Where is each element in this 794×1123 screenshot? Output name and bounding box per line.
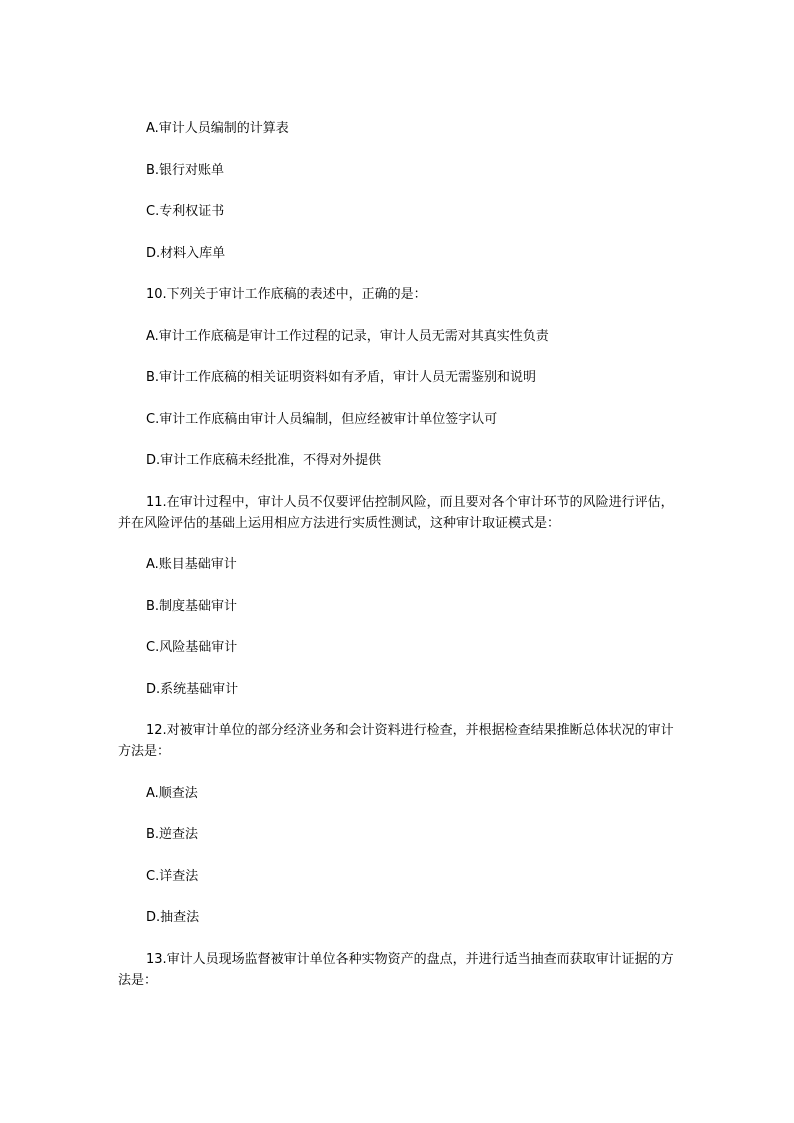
question-10: 10.下列关于审计工作底稿的表述中，正确的是： — [146, 287, 427, 302]
question-11: 11.在审计过程中，审计人员不仅要评估控制风险，而且要对各个审计环节的风险进行评估，并在风险评估的基础上运用相应方法进行实质性测试，这种审计取证模式是： — [118, 494, 674, 531]
q11-option-d: D.系统基础审计 — [146, 681, 239, 697]
document-body — [118, 118, 680, 1011]
q11-option-c: C.风险基础审计 — [146, 640, 238, 655]
q9-option-c: C.专利权证书 — [146, 204, 225, 219]
q12-option-d: D.抽查法 — [146, 910, 200, 925]
q9-option-b: B.银行对账单 — [146, 162, 225, 178]
q12-option-c: C.详查法 — [146, 868, 199, 884]
q11-option-a: A.账目基础审计 — [146, 557, 237, 572]
question-12: 12.对被审计单位的部分经济业务和会计资料进行检查，并根据检查结果推断总体状况的审计方法是： — [118, 723, 674, 759]
q11-option-b: B.制度基础审计 — [146, 598, 238, 614]
q12-option-b: B.逆查法 — [146, 827, 199, 842]
q10-option-c: C.审计工作底稿由审计人员编制，但应经被审计单位签字认可 — [146, 411, 498, 427]
question-13: 13.审计人员现场监督被审计单位各种实物资产的盘点，并进行适当抽查而获取审计证据的方法是： — [118, 951, 674, 988]
q10-option-a: A.审计工作底稿是审计工作过程的记录，审计人员无需对其真实性负责 — [146, 328, 549, 344]
q9-option-d: D.材料入库单 — [146, 245, 226, 261]
q10-option-d: D.审计工作底稿未经批准，不得对外提供 — [146, 453, 382, 468]
q10-option-b: B.审计工作底稿的相关证明资料如有矛盾，审计人员无需鉴别和说明 — [146, 370, 537, 385]
q9-option-a: A.审计人员编制的计算表 — [146, 121, 289, 136]
q12-option-a: A.顺查法 — [146, 785, 198, 801]
